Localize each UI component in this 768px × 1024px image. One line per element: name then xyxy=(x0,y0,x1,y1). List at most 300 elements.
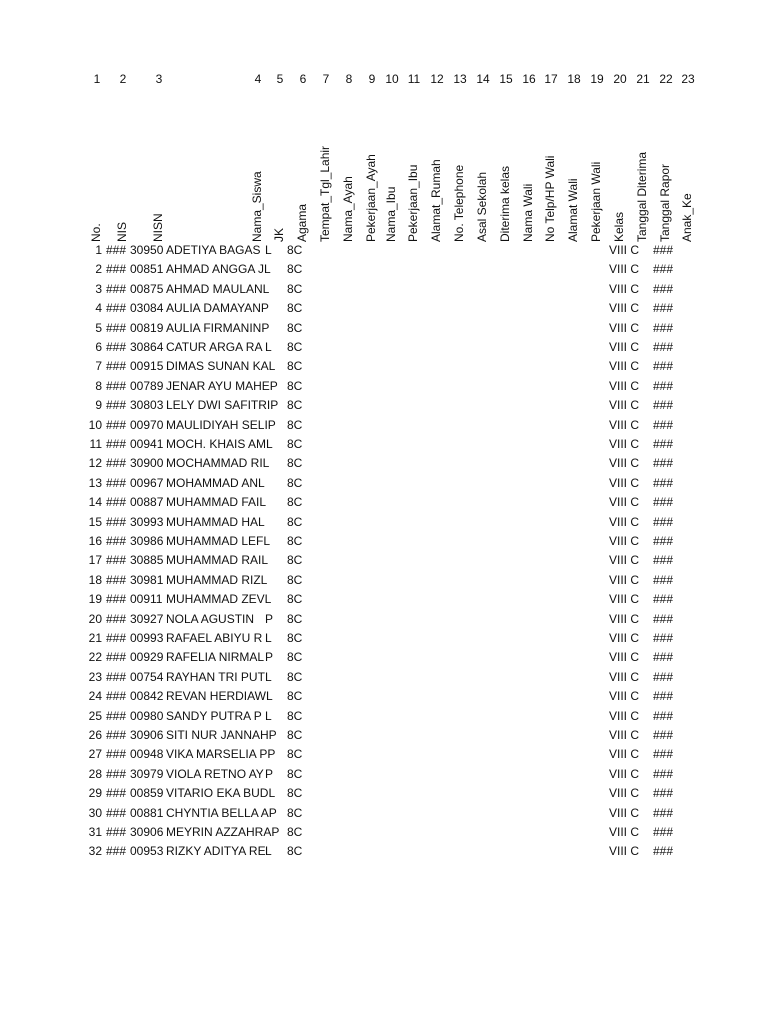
table-row xyxy=(0,804,768,823)
cell-nis: ### xyxy=(106,786,127,801)
cell-jk: P xyxy=(265,650,274,665)
cell-tgl: ### xyxy=(653,728,674,742)
table-row xyxy=(0,765,768,784)
cell-nama: MUHAMMAD LEFL xyxy=(166,534,271,548)
cell-no: 12 xyxy=(88,456,102,471)
column-header: Alamat Wali xyxy=(566,178,580,242)
column-number: 22 xyxy=(659,72,673,86)
column-number: 20 xyxy=(613,72,627,86)
column-number: 10 xyxy=(385,72,399,86)
cell-jk: L xyxy=(265,669,272,684)
cell-tgl: ### xyxy=(653,669,674,684)
cell-nis: ### xyxy=(106,378,127,393)
table-row xyxy=(0,416,768,435)
cell-nis: ### xyxy=(106,805,127,820)
cell-tgl: ### xyxy=(653,437,674,451)
cell-nisn: 00911 xyxy=(130,592,163,607)
column-header: No. xyxy=(89,223,103,242)
table-row xyxy=(0,396,768,415)
cell-nis: ### xyxy=(106,534,127,548)
cell-tgl: ### xyxy=(653,689,674,704)
column-header: Tanggal Rapor xyxy=(658,163,672,242)
column-header: Pekerjaan Wali xyxy=(589,161,603,242)
column-number: 12 xyxy=(430,72,444,86)
cell-agama: 8C xyxy=(287,495,303,510)
cell-agama: 8C xyxy=(287,747,303,762)
cell-agama: 8C xyxy=(287,417,303,432)
cell-nama: AHMAD ANGGA JL xyxy=(166,262,271,277)
column-number: 2 xyxy=(119,72,127,86)
cell-no: 32 xyxy=(88,844,102,859)
cell-nis: ### xyxy=(106,437,127,451)
table-row xyxy=(0,784,768,803)
cell-nis: ### xyxy=(106,398,127,413)
cell-nis: ### xyxy=(106,572,127,587)
cell-no: 13 xyxy=(88,475,102,490)
cell-no: 8 xyxy=(95,378,102,393)
cell-kelas: VIII C xyxy=(609,747,640,762)
cell-jk: L xyxy=(265,708,272,723)
cell-no: 19 xyxy=(88,592,102,607)
cell-kelas: VIII C xyxy=(609,437,640,451)
cell-jk: L xyxy=(265,340,272,354)
cell-nama: NOLA AGUSTIN xyxy=(166,611,255,626)
cell-nama: MUHAMMAD FAIL xyxy=(166,495,267,510)
table-row xyxy=(0,299,768,318)
cell-jk: L xyxy=(265,631,272,645)
cell-kelas: VIII C xyxy=(609,301,640,316)
column-header: Tempat_Tgl_Lahir xyxy=(318,145,332,242)
column-number: 9 xyxy=(368,72,376,86)
cell-nama: RAYHAN TRI PUT xyxy=(166,669,265,684)
cell-no: 2 xyxy=(95,262,102,277)
cell-tgl: ### xyxy=(653,359,674,374)
cell-tgl: ### xyxy=(653,243,674,257)
cell-tgl: ### xyxy=(653,747,674,762)
cell-no: 27 xyxy=(88,747,102,762)
cell-agama: 8C xyxy=(287,805,303,820)
column-number: 16 xyxy=(522,72,536,86)
cell-nis: ### xyxy=(106,708,127,723)
cell-nama: AULIA FIRMANINP xyxy=(166,320,270,335)
cell-jk: P xyxy=(265,766,274,781)
cell-agama: 8C xyxy=(287,378,303,393)
cell-nama: RAFELIA NIRMAL xyxy=(166,650,265,665)
column-header: Kelas xyxy=(612,211,626,242)
cell-tgl: ### xyxy=(653,398,674,413)
column-header: No. Telephone xyxy=(452,164,466,242)
cell-agama: 8C xyxy=(287,398,303,413)
cell-nisn: 00887 xyxy=(130,495,164,510)
cell-kelas: VIII C xyxy=(609,475,640,490)
cell-no: 29 xyxy=(88,786,102,801)
cell-agama: 8C xyxy=(287,572,303,587)
cell-tgl: ### xyxy=(653,592,674,607)
cell-tgl: ### xyxy=(653,805,674,820)
cell-nis: ### xyxy=(106,592,127,607)
cell-kelas: VIII C xyxy=(609,456,640,471)
cell-kelas: VIII C xyxy=(609,844,640,859)
cell-kelas: VIII C xyxy=(609,262,640,277)
column-number: 15 xyxy=(499,72,513,86)
cell-nama: CATUR ARGA RA xyxy=(166,340,263,354)
cell-nama: AULIA DAMAYANP xyxy=(166,301,269,316)
cell-agama: 8C xyxy=(287,340,303,354)
cell-kelas: VIII C xyxy=(609,553,640,568)
column-header: Diterima kelas xyxy=(498,165,512,242)
cell-nama: MUHAMMAD HAL xyxy=(166,514,265,529)
column-number: 5 xyxy=(276,72,284,86)
column-number: 8 xyxy=(345,72,353,86)
cell-agama: 8C xyxy=(287,708,303,723)
cell-agama: 8C xyxy=(287,728,303,742)
cell-nis: ### xyxy=(106,728,127,742)
cell-nisn: 00851 xyxy=(130,262,164,277)
column-number: 7 xyxy=(322,72,330,86)
cell-nama: CHYNTIA BELLA AP xyxy=(166,805,277,820)
cell-nis: ### xyxy=(106,281,127,296)
cell-agama: 8C xyxy=(287,766,303,781)
cell-tgl: ### xyxy=(653,262,674,277)
cell-no: 25 xyxy=(88,708,102,723)
cell-nisn: 00789 xyxy=(130,378,164,393)
cell-nis: ### xyxy=(106,689,127,704)
cell-no: 26 xyxy=(88,728,102,742)
cell-nisn: 00967 xyxy=(130,475,164,490)
table-row xyxy=(0,435,768,454)
column-number: 19 xyxy=(590,72,604,86)
cell-tgl: ### xyxy=(653,844,674,859)
table-row xyxy=(0,842,768,861)
cell-agama: 8C xyxy=(287,553,303,568)
cell-kelas: VIII C xyxy=(609,592,640,607)
column-number: 1 xyxy=(93,72,101,86)
cell-no: 7 xyxy=(95,359,102,374)
column-header: Pekerjaan_Ayah xyxy=(364,154,378,242)
cell-agama: 8C xyxy=(287,786,303,801)
cell-tgl: ### xyxy=(653,281,674,296)
cell-no: 22 xyxy=(88,650,102,665)
cell-nis: ### xyxy=(106,495,127,510)
cell-no: 23 xyxy=(88,669,102,684)
column-header: Nama_Siswa xyxy=(250,171,264,242)
cell-no: 6 xyxy=(95,340,102,354)
cell-nama: RIZKY ADITYA RE xyxy=(166,844,266,859)
cell-nisn: 00948 xyxy=(130,747,164,762)
cell-nisn: 30906 xyxy=(130,728,164,742)
cell-nama: VIKA MARSELIA PP xyxy=(166,747,276,762)
cell-no: 5 xyxy=(95,320,102,335)
table-row xyxy=(0,319,768,338)
cell-nis: ### xyxy=(106,262,127,277)
column-number: 17 xyxy=(544,72,558,86)
cell-nis: ### xyxy=(106,669,127,684)
cell-nis: ### xyxy=(106,631,127,645)
cell-nisn: 00819 xyxy=(130,320,164,335)
cell-nama: MOHAMMAD ANL xyxy=(166,475,265,490)
cell-kelas: VIII C xyxy=(609,359,640,374)
cell-agama: 8C xyxy=(287,669,303,684)
cell-nama: REVAN HERDIAWL xyxy=(166,689,273,704)
table-row xyxy=(0,648,768,667)
cell-tgl: ### xyxy=(653,514,674,529)
cell-nisn: 30981 xyxy=(130,572,164,587)
cell-nisn: 30900 xyxy=(130,456,164,471)
column-header: Anak_Ke xyxy=(680,193,694,242)
cell-nis: ### xyxy=(106,475,127,490)
cell-agama: 8C xyxy=(287,689,303,704)
cell-nis: ### xyxy=(106,243,127,257)
cell-nis: ### xyxy=(106,340,127,354)
column-number: 11 xyxy=(407,72,421,86)
cell-kelas: VIII C xyxy=(609,650,640,665)
cell-agama: 8C xyxy=(287,456,303,471)
column-header: Asal Sekolah xyxy=(475,171,489,242)
table-row xyxy=(0,745,768,764)
column-number: 3 xyxy=(155,72,163,86)
cell-nis: ### xyxy=(106,650,127,665)
cell-no: 20 xyxy=(88,611,102,626)
cell-nama: VITARIO EKA BUDL xyxy=(166,786,276,801)
cell-nis: ### xyxy=(106,611,127,626)
cell-nama: VIOLA RETNO AY xyxy=(166,766,264,781)
cell-nama: RAFAEL ABIYU R xyxy=(166,631,263,645)
cell-nisn: 00953 xyxy=(130,844,164,859)
cell-nis: ### xyxy=(106,825,127,839)
cell-kelas: VIII C xyxy=(609,572,640,587)
cell-tgl: ### xyxy=(653,534,674,548)
cell-no: 3 xyxy=(95,281,102,296)
table-row xyxy=(0,377,768,396)
table-row xyxy=(0,357,768,376)
cell-agama: 8C xyxy=(287,650,303,665)
column-header: Nama_Ayah xyxy=(341,176,355,242)
cell-kelas: VIII C xyxy=(609,534,640,548)
column-header: Tanggal Diterima xyxy=(635,151,649,242)
cell-no: 15 xyxy=(88,514,102,529)
cell-nisn: 30864 xyxy=(130,340,164,354)
table-row xyxy=(0,532,768,551)
cell-no: 31 xyxy=(88,825,102,839)
cell-tgl: ### xyxy=(653,475,674,490)
cell-nisn: 00754 xyxy=(130,669,164,684)
cell-nama: MUHAMMAD RAIL xyxy=(166,553,269,568)
column-header: Nama_Ibu xyxy=(384,186,398,242)
cell-nama: MEYRIN AZZAHRAP xyxy=(166,825,280,839)
cell-tgl: ### xyxy=(653,320,674,335)
cell-no: 4 xyxy=(95,301,102,316)
cell-no: 16 xyxy=(88,534,102,548)
cell-nis: ### xyxy=(106,456,127,471)
table-row xyxy=(0,571,768,590)
cell-nisn: 30803 xyxy=(130,398,164,413)
table-row xyxy=(0,668,768,687)
cell-tgl: ### xyxy=(653,340,674,354)
cell-nis: ### xyxy=(106,747,127,762)
cell-tgl: ### xyxy=(653,786,674,801)
cell-nisn: 00941 xyxy=(130,437,164,451)
cell-agama: 8C xyxy=(287,437,303,451)
cell-no: 30 xyxy=(88,805,102,820)
cell-agama: 8C xyxy=(287,534,303,548)
cell-nama: SANDY PUTRA P xyxy=(166,708,262,723)
cell-nis: ### xyxy=(106,417,127,432)
cell-no: 10 xyxy=(88,417,102,432)
cell-nama: MOCHAMMAD RIL xyxy=(166,456,270,471)
cell-kelas: VIII C xyxy=(609,786,640,801)
cell-nis: ### xyxy=(106,553,127,568)
column-header: JK xyxy=(272,227,286,242)
cell-kelas: VIII C xyxy=(609,669,640,684)
cell-nisn: 00859 xyxy=(130,786,164,801)
cell-tgl: ### xyxy=(653,301,674,316)
table-row xyxy=(0,726,768,745)
cell-kelas: VIII C xyxy=(609,611,640,626)
cell-no: 11 xyxy=(89,437,102,451)
table-row xyxy=(0,823,768,842)
cell-agama: 8C xyxy=(287,844,303,859)
cell-no: 21 xyxy=(88,631,102,645)
cell-tgl: ### xyxy=(653,825,674,839)
table-row xyxy=(0,260,768,279)
column-number: 13 xyxy=(453,72,467,86)
cell-agama: 8C xyxy=(287,359,303,374)
cell-tgl: ### xyxy=(653,553,674,568)
cell-kelas: VIII C xyxy=(609,398,640,413)
table-row xyxy=(0,590,768,609)
cell-kelas: VIII C xyxy=(609,514,640,529)
cell-tgl: ### xyxy=(653,611,674,626)
cell-tgl: ### xyxy=(653,456,674,471)
cell-nisn: 00915 xyxy=(130,359,164,374)
cell-nis: ### xyxy=(106,320,127,335)
cell-agama: 8C xyxy=(287,825,303,839)
cell-kelas: VIII C xyxy=(609,378,640,393)
column-header: Pekerjaan_Ibu xyxy=(406,164,420,242)
cell-kelas: VIII C xyxy=(609,689,640,704)
cell-agama: 8C xyxy=(287,475,303,490)
cell-nama: ADETIYA BAGAS xyxy=(166,243,261,257)
column-number: 6 xyxy=(299,72,307,86)
table-row xyxy=(0,280,768,299)
cell-tgl: ### xyxy=(653,378,674,393)
cell-nisn: 30885 xyxy=(130,553,164,568)
cell-nisn: 30950 xyxy=(130,243,164,257)
cell-tgl: ### xyxy=(653,572,674,587)
cell-nisn: 03084 xyxy=(130,301,164,316)
cell-jk: L xyxy=(265,243,272,257)
cell-no: 18 xyxy=(88,572,102,587)
cell-nis: ### xyxy=(106,301,127,316)
cell-nisn: 00842 xyxy=(130,689,164,704)
cell-agama: 8C xyxy=(287,631,303,645)
table-row xyxy=(0,707,768,726)
cell-nama: AHMAD MAULANL xyxy=(166,281,270,296)
cell-nisn: 00881 xyxy=(130,805,164,820)
cell-kelas: VIII C xyxy=(609,728,640,742)
cell-nisn: 30979 xyxy=(130,766,164,781)
table-row xyxy=(0,474,768,493)
cell-agama: 8C xyxy=(287,592,303,607)
cell-kelas: VIII C xyxy=(609,281,640,296)
column-header: Alamat_Rumah xyxy=(429,159,443,242)
column-number: 4 xyxy=(254,72,262,86)
cell-nama: LELY DWI SAFITRIP xyxy=(166,398,279,413)
column-header: Nama Wali xyxy=(521,183,535,242)
cell-nisn: 30986 xyxy=(130,534,164,548)
cell-nisn: 00993 xyxy=(130,631,164,645)
cell-nisn: 00970 xyxy=(130,417,164,432)
cell-nisn: 00980 xyxy=(130,708,164,723)
cell-agama: 8C xyxy=(287,320,303,335)
column-header: NISN xyxy=(151,213,165,242)
table-row xyxy=(0,241,768,260)
cell-kelas: VIII C xyxy=(609,417,640,432)
cell-nama: JENAR AYU MAHEP xyxy=(166,378,278,393)
cell-agama: 8C xyxy=(287,611,303,626)
column-number: 21 xyxy=(636,72,650,86)
cell-agama: 8C xyxy=(287,243,303,257)
cell-no: 17 xyxy=(88,553,102,568)
cell-tgl: ### xyxy=(653,631,674,645)
cell-tgl: ### xyxy=(653,650,674,665)
cell-agama: 8C xyxy=(287,514,303,529)
cell-nisn: 30927 xyxy=(130,611,164,626)
column-number: 18 xyxy=(567,72,581,86)
cell-kelas: VIII C xyxy=(609,340,640,354)
cell-agama: 8C xyxy=(287,281,303,296)
cell-kelas: VIII C xyxy=(609,243,640,257)
cell-nis: ### xyxy=(106,766,127,781)
cell-kelas: VIII C xyxy=(609,766,640,781)
cell-kelas: VIII C xyxy=(609,805,640,820)
cell-kelas: VIII C xyxy=(609,320,640,335)
table-row xyxy=(0,493,768,512)
cell-jk: L xyxy=(265,844,272,859)
cell-agama: 8C xyxy=(287,262,303,277)
cell-kelas: VIII C xyxy=(609,631,640,645)
cell-jk: P xyxy=(265,611,274,626)
cell-kelas: VIII C xyxy=(609,708,640,723)
cell-kelas: VIII C xyxy=(609,495,640,510)
table-row xyxy=(0,338,768,357)
cell-tgl: ### xyxy=(653,708,674,723)
cell-kelas: VIII C xyxy=(609,825,640,839)
column-number: 23 xyxy=(681,72,695,86)
table-row xyxy=(0,513,768,532)
cell-no: 14 xyxy=(88,495,102,510)
cell-nama: DIMAS SUNAN KAL xyxy=(166,359,276,374)
column-number: 14 xyxy=(476,72,490,86)
cell-nama: SITI NUR JANNAHP xyxy=(166,728,277,742)
cell-nama: MUHAMMAD ZEVL xyxy=(166,592,272,607)
cell-no: 1 xyxy=(95,243,102,257)
table-row xyxy=(0,629,768,648)
cell-nisn: 30993 xyxy=(130,514,164,529)
cell-nisn: 00929 xyxy=(130,650,164,665)
cell-nisn: 30906 xyxy=(130,825,164,839)
cell-nis: ### xyxy=(106,359,127,374)
cell-nama: MUHAMMAD RIZL xyxy=(166,572,268,587)
cell-nis: ### xyxy=(106,844,127,859)
cell-tgl: ### xyxy=(653,417,674,432)
column-header: Agama xyxy=(295,203,309,242)
column-header: No Telp/HP Wali xyxy=(543,155,557,242)
table-row xyxy=(0,551,768,570)
table-row xyxy=(0,454,768,473)
cell-nisn: 00875 xyxy=(130,281,164,296)
cell-tgl: ### xyxy=(653,495,674,510)
